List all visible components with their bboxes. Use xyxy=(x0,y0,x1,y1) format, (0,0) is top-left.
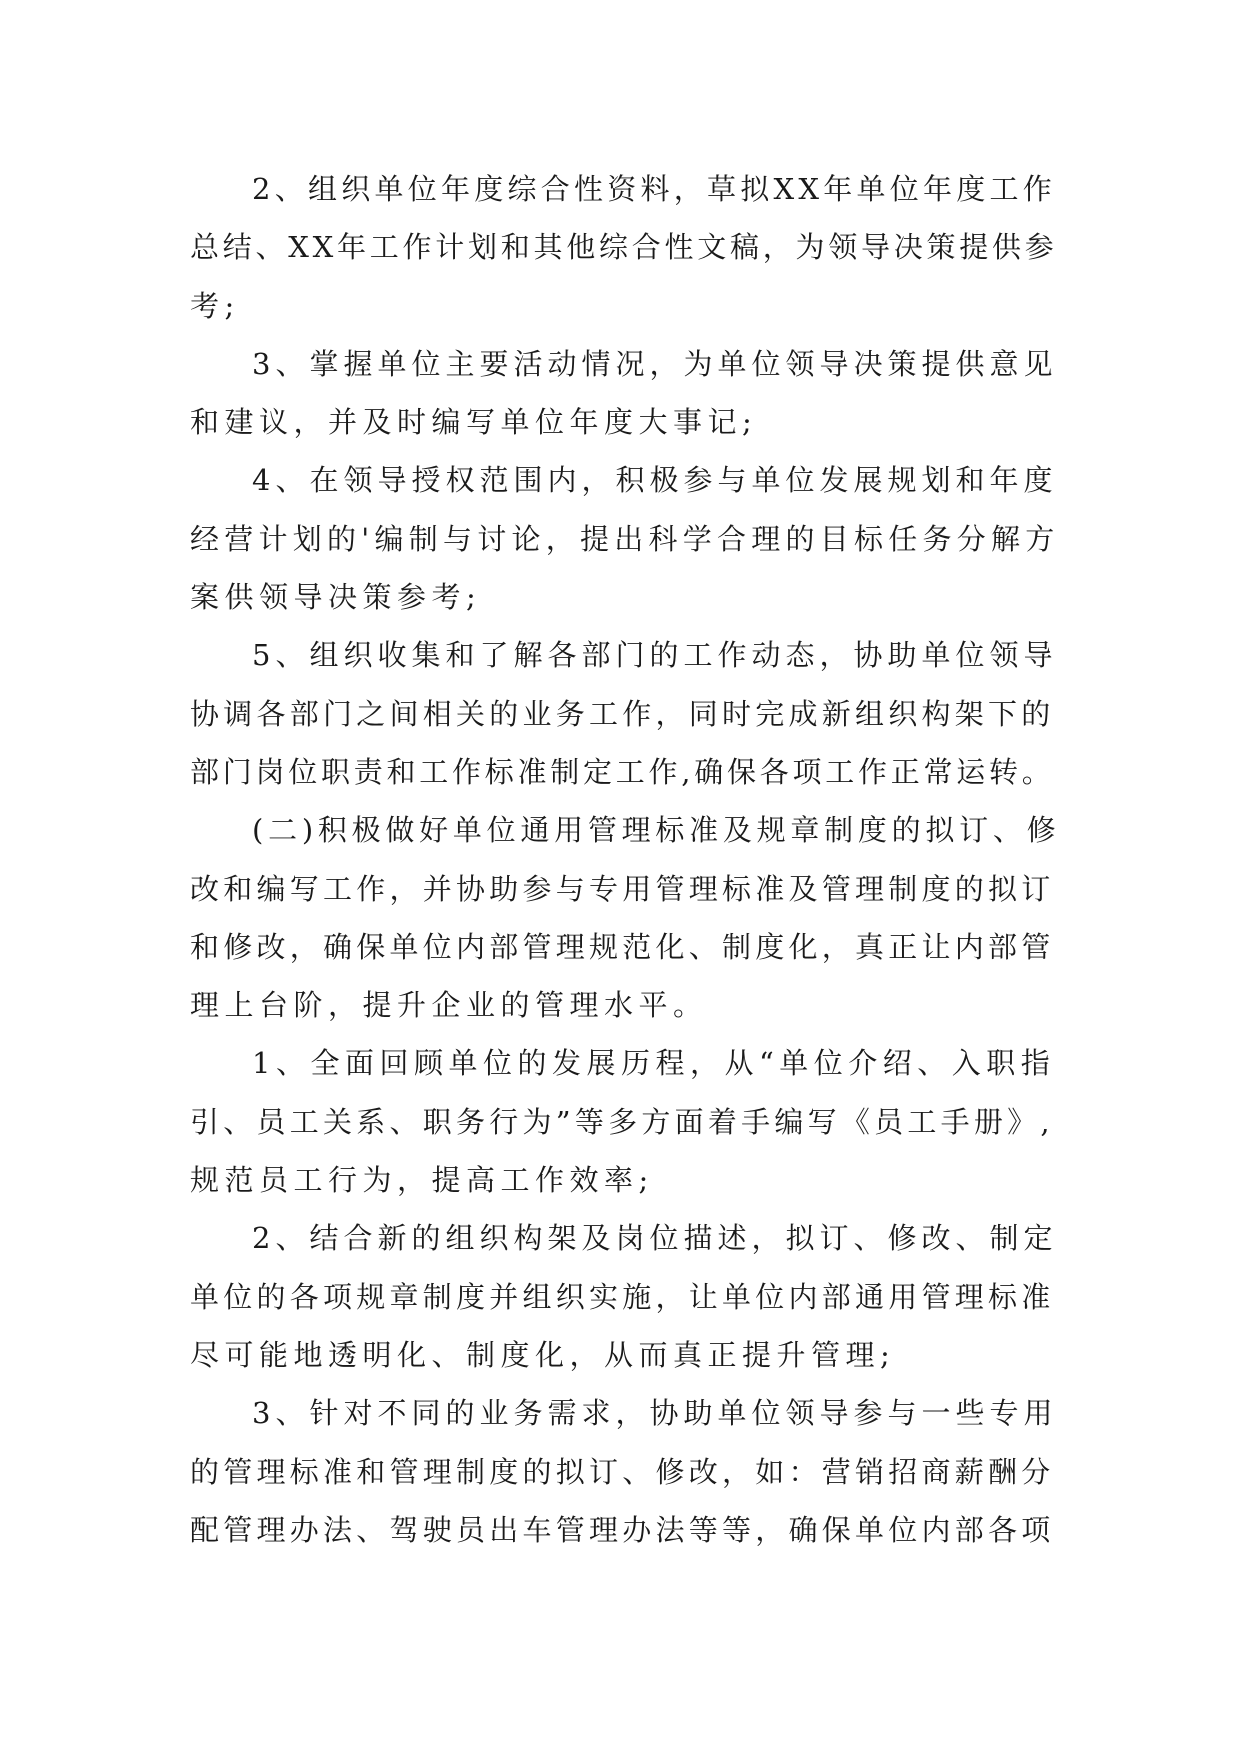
text-line: 引、员工关系、职务行为”等多方面着手编写《员工手册》, xyxy=(190,1104,1054,1139)
text-line: 5、组织收集和了解各部门的工作动态，协助单位领导 xyxy=(252,638,1058,673)
text-line: 经营计划的'编制与讨论，提出科学合理的目标任务分解方 xyxy=(190,521,1060,556)
text-line: 规范员工行为，提高工作效率; xyxy=(190,1163,654,1198)
text-line: 尽可能地透明化、制度化，从而真正提升管理; xyxy=(190,1337,896,1372)
text-line: 3、掌握单位主要活动情况，为单位领导决策提供意见 xyxy=(252,346,1058,381)
text-line: 4、在领导授权范围内，积极参与单位发展规划和年度 xyxy=(252,463,1058,498)
text-line: 2、组织单位年度综合性资料，草拟XX年单位年度工作 xyxy=(252,172,1056,206)
text-line: 2、结合新的组织构架及岗位描述，拟订、修改、制定 xyxy=(252,1221,1058,1256)
text-line: 配管理办法、驾驶员出车管理办法等等，确保单位内部各项 xyxy=(190,1512,1055,1547)
text-line: 部门岗位职责和工作标准制定工作,确保各项工作正常运转。 xyxy=(190,754,1055,789)
text-line: 3、针对不同的业务需求，协助单位领导参与一些专用 xyxy=(252,1396,1058,1431)
text-line: 改和编写工作，并协助参与专用管理标准及管理制度的拟订 xyxy=(190,871,1055,906)
text-line: 总结、XX年工作计划和其他综合性文稿，为领导决策提供参 xyxy=(190,230,1058,265)
document-body xyxy=(190,160,1060,1559)
text-line: 的管理标准和管理制度的拟订、修改，如：营销招商薪酬分 xyxy=(190,1454,1055,1489)
text-line: 理上台阶，提升企业的管理水平。 xyxy=(190,988,708,1023)
text-line: 和建议，并及时编写单位年度大事记; xyxy=(190,405,758,440)
text-line: (二)积极做好单位通用管理标准及规章制度的拟订、修 xyxy=(252,813,1061,848)
text-line: 案供领导决策参考; xyxy=(190,580,482,615)
text-line: 协调各部门之间相关的业务工作，同时完成新组织构架下的 xyxy=(190,696,1055,731)
text-line: 单位的各项规章制度并组织实施，让单位内部通用管理标准 xyxy=(190,1279,1055,1314)
text-line: 和修改，确保单位内部管理规范化、制度化，真正让内部管 xyxy=(190,929,1055,964)
text-line: 考; xyxy=(190,288,240,323)
text-line: 1、全面回顾单位的发展历程，从“单位介绍、入职指 xyxy=(252,1046,1056,1081)
